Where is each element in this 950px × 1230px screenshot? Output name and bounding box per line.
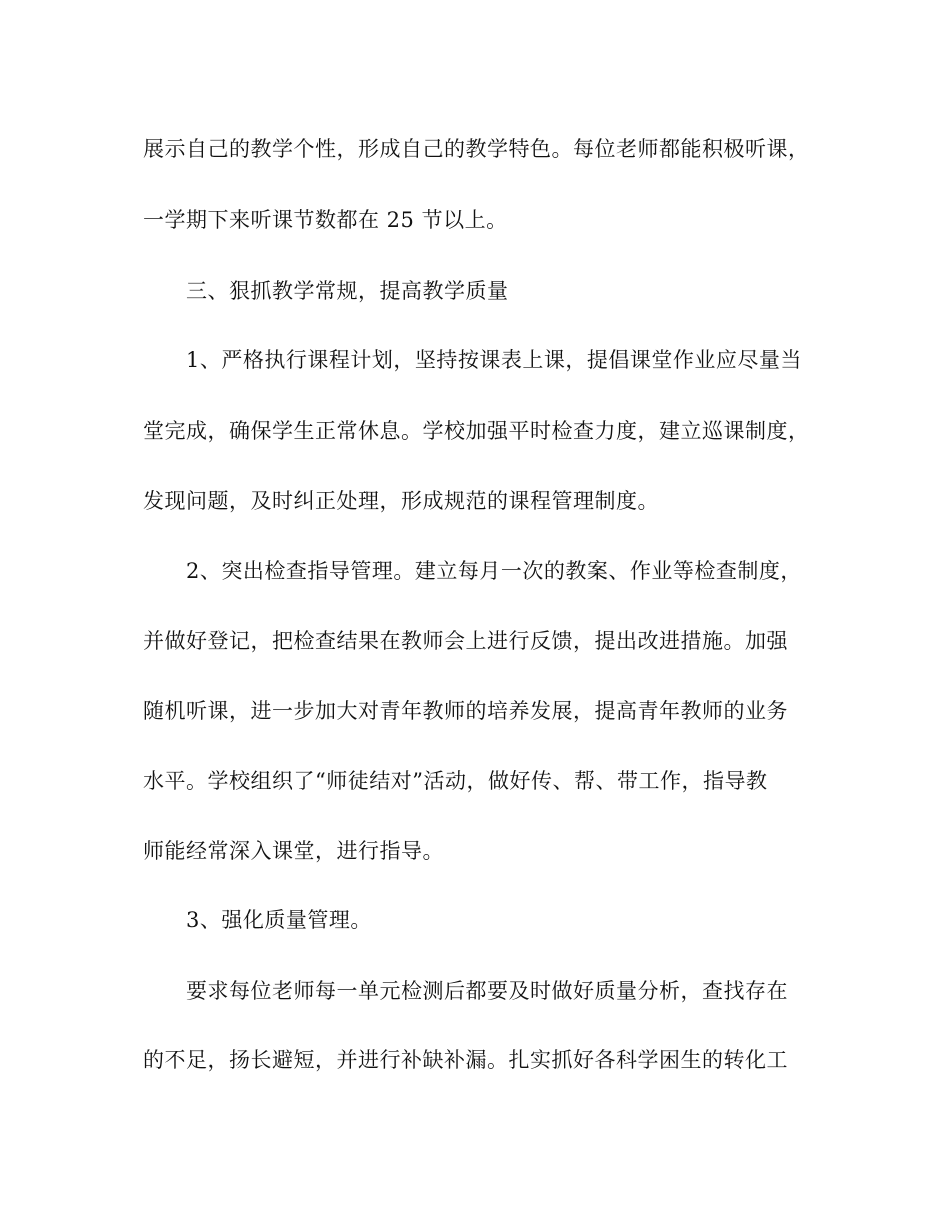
paragraph-line: 并做好登记，把检查结果在教师会上进行反馈，提出改进措施。加强 — [143, 629, 788, 653]
paragraph-line: 水平。学校组织了“师徒结对”活动，做好传、帮、带工作，指导教 — [143, 769, 768, 793]
paragraph-line: 3、强化质量管理。 — [186, 908, 372, 932]
paragraph-line: 1、严格执行课程计划，坚持按课表上课，提倡课堂作业应尽量当 — [186, 348, 802, 372]
paragraph-line: 要求每位老师每一单元检测后都要及时做好质量分析，查找存在 — [186, 979, 788, 1003]
paragraph-line: 师能经常深入课堂，进行指导。 — [143, 839, 444, 863]
paragraph-line: 堂完成，确保学生正常休息。学校加强平时检查力度，建立巡课制度， — [143, 419, 810, 443]
section-heading: 三、狠抓教学常规，提高教学质量 — [186, 279, 509, 303]
paragraph-line: 发现问题，及时纠正处理，形成规范的课程管理制度。 — [143, 489, 659, 513]
paragraph-line: 2、突出检查指导管理。建立每月一次的教案、作业等检查制度， — [186, 559, 802, 583]
paragraph-line: 的不足，扬长避短，并进行补缺补漏。扎实抓好各科学困生的转化工 — [143, 1048, 788, 1072]
paragraph-line: 一学期下来听课节数都在 25 节以上。 — [143, 208, 508, 232]
paragraph-line: 随机听课，进一步加大对青年教师的培养发展，提高青年教师的业务 — [143, 699, 788, 723]
paragraph-line: 展示自己的教学个性，形成自己的教学特色。每位老师都能积极听课， — [143, 137, 810, 161]
